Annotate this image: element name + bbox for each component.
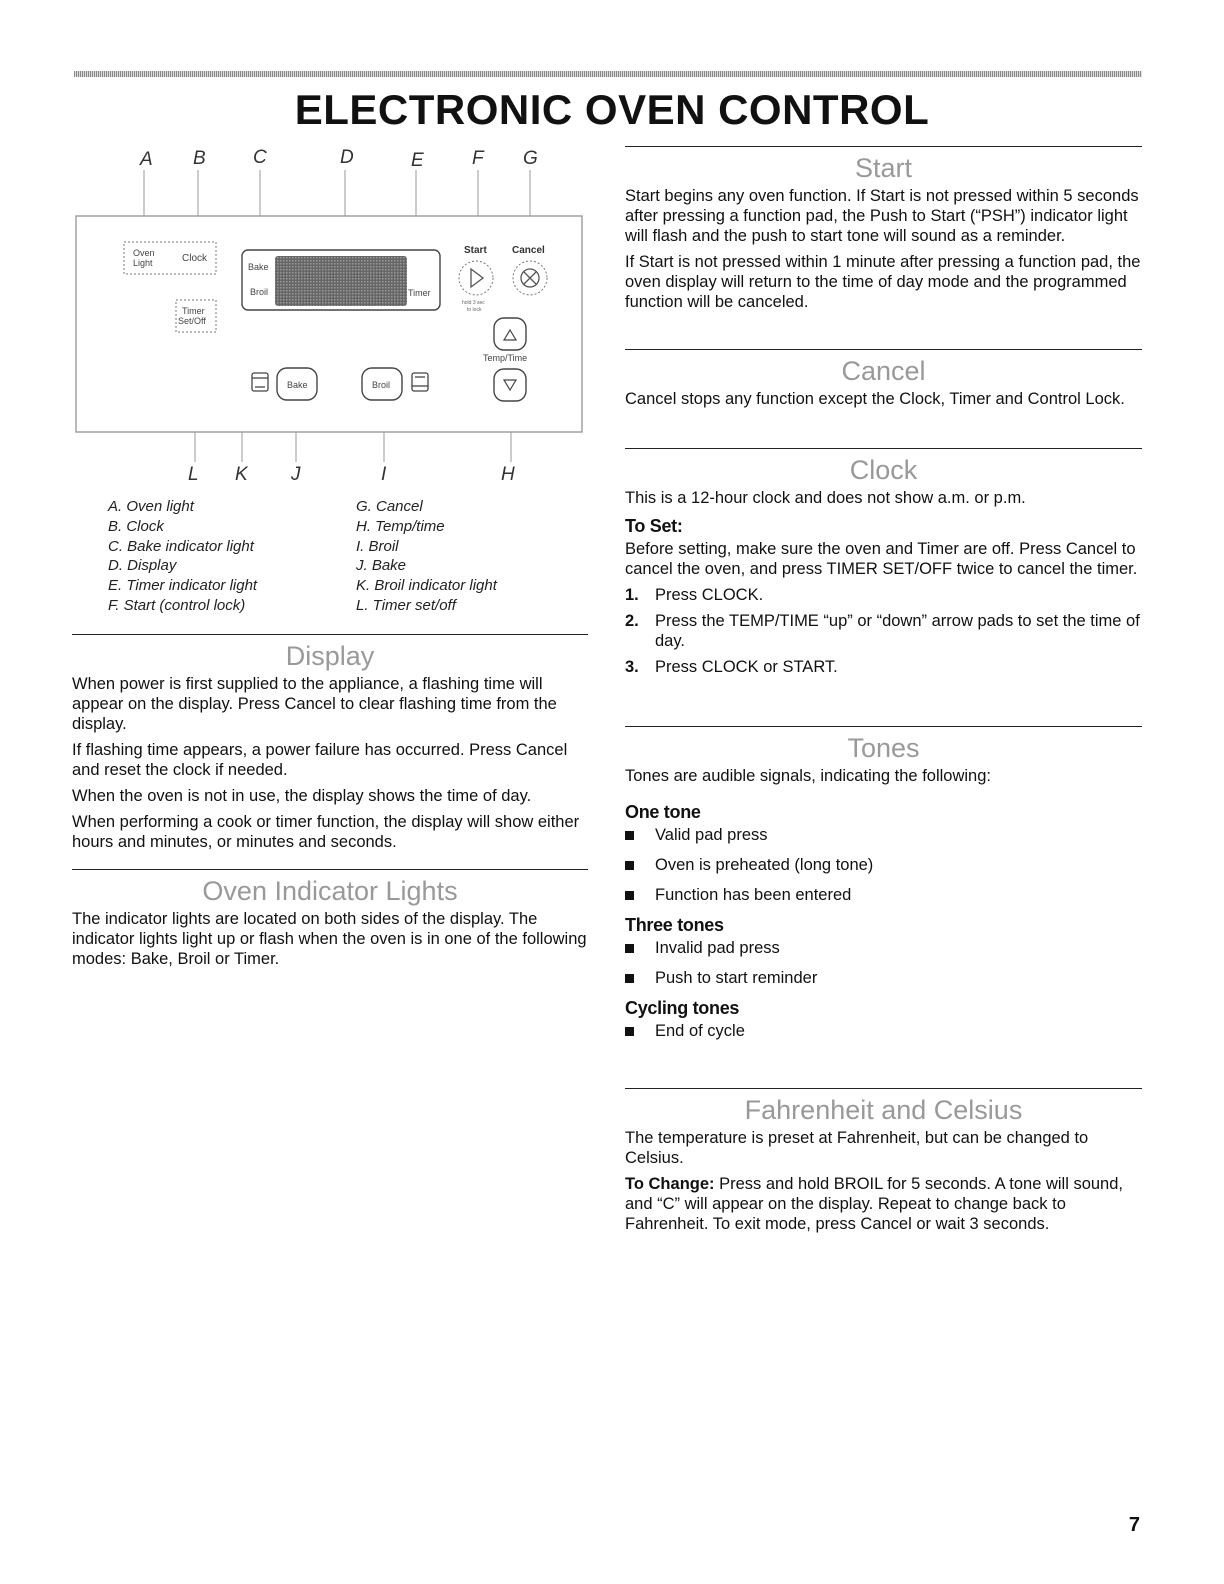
section-rule [72,869,588,870]
to-change-paragraph: To Change: Press and hold BROIL for 5 seconds. A tone will sound, and “C” will appear on the display. Repeat to change back to Fahrenheit. To exit mode, press Cancel or wait 3 seconds. [625,1175,1123,1233]
timer-indicator-label: Timer [408,288,431,298]
cancel-heading: Cancel [841,356,926,386]
indicator-heading: Oven Indicator Lights [202,876,458,906]
display-heading: Display [285,641,375,671]
svg-text:Set/Off: Set/Off [178,316,206,326]
one-tone-list [625,825,1142,905]
legend-left [108,497,257,616]
to-set-heading: To Set: [625,516,683,536]
callout-a: A [140,149,153,170]
three-tones-heading: Three tones [625,915,724,935]
page-title: ELECTRONIC OVEN CONTROL [294,86,930,133]
display-paragraph: When the oven is not in use, the display shows the time of day. [72,787,532,805]
display-section [72,634,588,858]
clock-heading: Clock [849,455,918,485]
callout-d: D [340,147,354,168]
display-paragraph: When performing a cook or timer function, the display will show either hours and minutes, or minutes and seconds. [72,813,580,851]
legend-item: F. Start (control lock) [108,596,246,614]
fahrenheit-heading: Fahrenheit and Celsius [744,1095,1023,1125]
hold-lock-label: hold 3 sec [462,300,485,306]
tones-heading: Tones [847,733,920,763]
callout-b: B [193,148,206,169]
cycling-tones-list [625,1021,1142,1041]
legend-item: I. Broil [356,537,399,555]
display-paragraph: When power is first supplied to the appliance, a flashing time will appear on the display. Press Cancel to clear flashing time from the display. [72,675,557,733]
legend-item: A. Oven light [108,498,194,515]
list-item: Oven is preheated (long tone) [625,855,1142,875]
section-rule [625,448,1142,449]
clock-steps [625,585,1142,677]
callout-c: C [253,147,267,168]
legend-item: K. Broil indicator light [356,577,497,595]
cancel-paragraph: Cancel stops any function except the Clock, Timer and Control Lock. [625,390,1125,408]
timer-label: Timer [182,306,205,316]
to-set-paragraph: Before setting, make sure the oven and Timer are off. Press Cancel to cancel the oven, and press TIMER SET/OFF twice to cancel the timer. [625,540,1138,578]
tones-intro: Tones are audible signals, indicating the following: [625,767,991,785]
fahrenheit-paragraph: The temperature is preset at Fahrenheit, but can be changed to Celsius. [625,1129,1089,1167]
svg-text:to lock: to lock [467,307,482,313]
bake-pad-label: Bake [287,380,308,390]
indicator-paragraph: The indicator lights are located on both sides of the display. The indicator lights light up or flash when the oven is in one of the following modes: Bake, Broil or Timer. [72,910,587,968]
display-paragraph: If flashing time appears, a power failure has occurred. Press Cancel and reset the clock if needed. [72,741,568,779]
callout-l: L [188,464,199,485]
section-rule [625,1088,1142,1089]
callout-f: F [472,148,484,169]
cancel-label: Cancel [512,245,545,256]
cycling-tones-heading: Cycling tones [625,998,740,1018]
callout-j: J [291,464,301,485]
legend-item: B. Clock [108,517,164,535]
callout-i: I [381,464,387,485]
indicator-lights-section [72,869,588,975]
list-item: 1. Press CLOCK. [625,586,764,604]
legend-item: G. Cancel [356,498,423,515]
broil-pad-label: Broil [372,380,391,390]
callout-h: H [501,464,515,485]
section-rule [625,726,1142,727]
list-item: Push to start reminder [625,968,1142,988]
list-item: Invalid pad press [625,938,1142,958]
legend-item: L. Timer set/off [356,596,456,614]
callout-k: K [235,464,248,485]
page-number: 7 [1128,1514,1140,1536]
three-tones-list [625,938,1142,988]
svg-text:Light: Light [133,258,153,268]
start-section [625,146,1142,318]
start-paragraph: If Start is not pressed within 1 minute after pressing a function pad, the oven display will return to the time of day mode and the programmed function will be canceled. [625,253,1141,311]
legend-item: H. Temp/time [356,517,445,535]
clock-section [625,448,1142,683]
bake-indicator-label: Bake [248,262,269,272]
oven-light-label: Oven [133,248,155,258]
one-tone-heading: One tone [625,802,701,822]
to-change-label: To Change: [625,1175,715,1193]
tones-section [625,726,1142,1051]
start-heading: Start [854,153,913,183]
control-panel-diagram [70,140,590,490]
list-item: 2. Press the TEMP/TIME “up” or “down” arrow pads to set the time of day. [625,612,1140,650]
legend-item: J. Bake [356,557,407,575]
fahrenheit-section [625,1088,1142,1240]
temp-time-label: Temp/Time [483,353,528,363]
list-item: Valid pad press [625,825,1142,845]
section-rule [625,349,1142,350]
legend-right [356,497,497,616]
callout-e: E [411,150,424,171]
list-item: End of cycle [625,1021,1142,1041]
clock-label: Clock [182,253,208,264]
clock-paragraph: This is a 12-hour clock and does not show a.m. or p.m. [625,489,1026,507]
start-paragraph: Start begins any oven function. If Start is not pressed within 5 seconds after pressing a function pad, the Push to Start (“PSH”) indicator light will flash and the push to start tone will sound as a reminder. [625,187,1139,245]
display-screen [275,256,407,306]
legend-item: C. Bake indicator light [108,537,254,555]
top-rule [74,71,1142,77]
broil-indicator-label: Broil [250,287,269,297]
start-label: Start [464,245,487,256]
legend-item: E. Timer indicator light [108,577,258,595]
cancel-section [625,349,1142,415]
section-rule [625,146,1142,147]
list-item: Function has been entered [625,885,1142,905]
callout-g: G [523,148,538,169]
legend-item: D. Display [108,557,177,575]
section-rule [72,634,588,635]
list-item: 3. Press CLOCK or START. [625,658,838,676]
